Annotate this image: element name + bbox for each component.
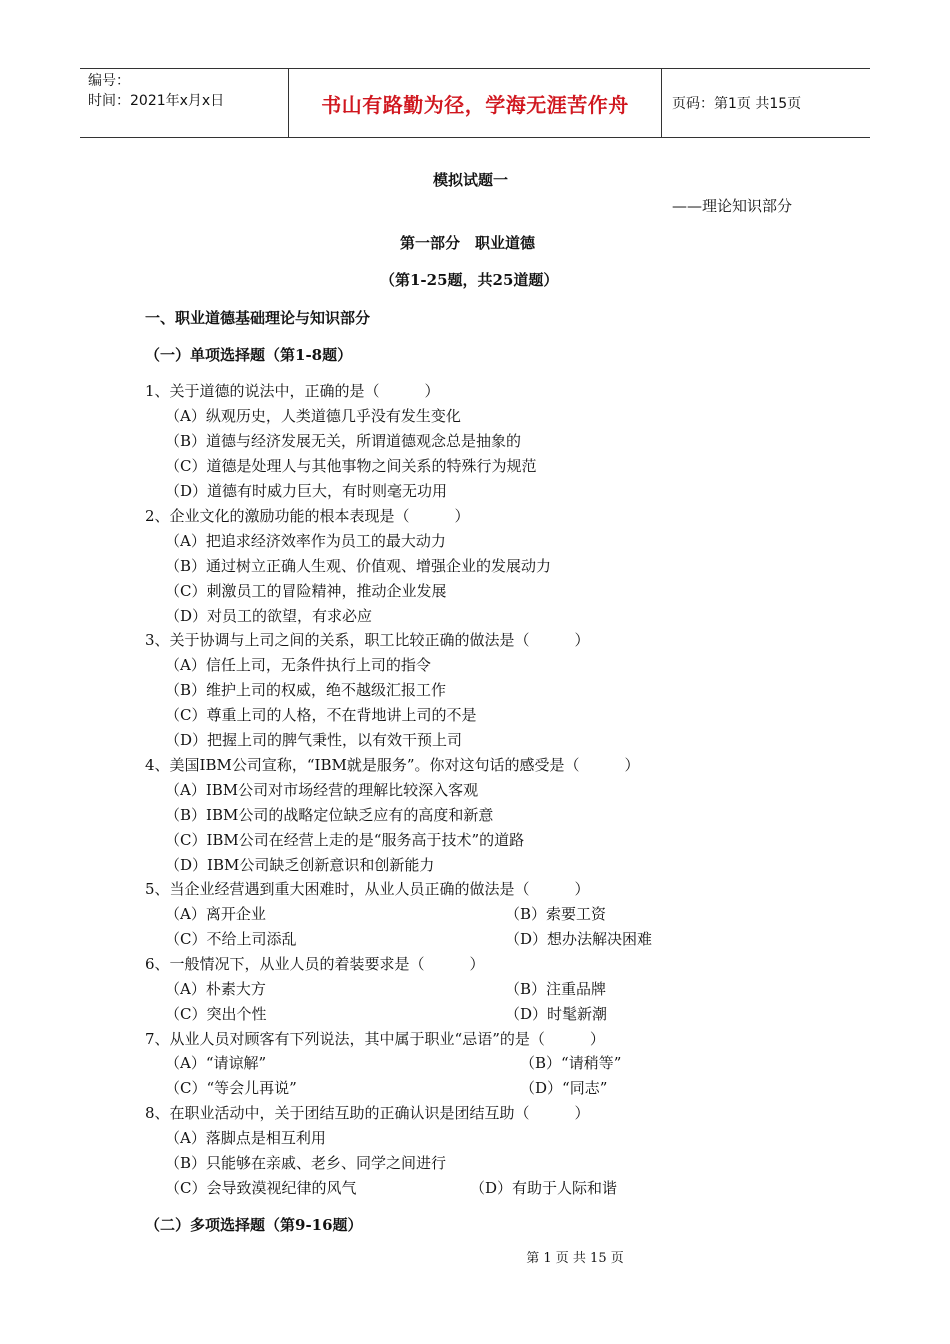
question-stem: 1、关于道德的说法中，正确的是（ ） (145, 382, 440, 400)
option: （A）把追求经济效率作为员工的最大动力 (165, 532, 446, 550)
option: （D）对员工的欲望，有求必应 (165, 607, 373, 625)
question-stem: 3、关于协调与上司之间的关系，职工比较正确的做法是（ ） (145, 631, 590, 649)
option: （A）朴素大方 (165, 980, 266, 998)
option: （D）把握上司的脾气秉性，以有效干预上司 (165, 731, 463, 749)
part-range: （第1-25题，共25道题） (380, 271, 559, 289)
option: （C）IBM公司在经营上走的是“服务高于技术”的道路 (165, 831, 525, 849)
option: （C）道德是处理人与其他事物之间关系的特殊行为规范 (165, 457, 537, 475)
page-footer (0, 1247, 950, 1266)
option: （B）索要工资 (505, 905, 607, 923)
date-label: 时间：2021年x月x日 (88, 93, 225, 109)
doc-title: 模拟试题一 (433, 171, 509, 189)
question-stem: 4、美国IBM公司宣称，“IBM就是服务”。你对这句话的感受是（ ） (145, 756, 640, 774)
option: （C）“等会儿再说” (165, 1079, 297, 1097)
question-stem: 5、当企业经营遇到重大困难时，从业人员正确的做法是（ ） (145, 880, 590, 898)
footer-page-number: 第 1 页 共 15 页 (526, 1251, 624, 1266)
option: （C）尊重上司的人格，不在背地讲上司的不是 (165, 706, 477, 724)
option: （B）“请稍等” (520, 1054, 622, 1072)
option: （D）有助于人际和谐 (470, 1179, 618, 1197)
option: （C）会导致漠视纪律的风气 (165, 1179, 357, 1197)
option: （B）只能够在亲戚、老乡、同学之间进行 (165, 1154, 447, 1172)
option: （A）“请谅解” (165, 1054, 267, 1072)
question-stem: 6、一般情况下，从业人员的着装要求是（ ） (145, 955, 485, 973)
option: （A）落脚点是相互利用 (165, 1129, 326, 1147)
section-heading: 一、职业道德基础理论与知识部分 (145, 309, 371, 327)
option: （D）想办法解决困难 (505, 930, 653, 948)
code-label: 编号： (88, 73, 130, 89)
subsection-multiple-choice: （二）多项选择题（第9-16题） (145, 1216, 363, 1234)
option: （B）IBM公司的战略定位缺乏应有的高度和新意 (165, 806, 494, 824)
part-title: 第一部分 职业道德 (400, 234, 536, 252)
option: （A）纵观历史，人类道德几乎没有发生变化 (165, 407, 461, 425)
question-stem: 7、从业人员对顾客有下列说法，其中属于职业“忌语”的是（ ） (145, 1030, 605, 1048)
doc-subtitle: ——理论知识部分 (672, 197, 793, 215)
option: （D）时髦新潮 (505, 1005, 608, 1023)
option: （D）道德有时威力巨大，有时则毫无功用 (165, 482, 448, 500)
option: （B）通过树立正确人生观、价值观、增强企业的发展动力 (165, 557, 552, 575)
option: （A）信任上司，无条件执行上司的指令 (165, 656, 431, 674)
header-motto: 书山有路勤为径，学海无涯苦作舟 (321, 92, 629, 117)
question-stem: 2、企业文化的激励功能的根本表现是（ ） (145, 507, 470, 525)
subsection-single-choice: （一）单项选择题（第1-8题） (145, 346, 353, 364)
option: （C）突出个性 (165, 1005, 267, 1023)
page-header (80, 68, 870, 138)
option: （C）刺激员工的冒险精神，推动企业发展 (165, 582, 447, 600)
option: （D）“同志” (520, 1079, 608, 1097)
option: （B）注重品牌 (505, 980, 607, 998)
option: （B）道德与经济发展无关，所谓道德观念总是抽象的 (165, 432, 522, 450)
header-motto-cell (289, 69, 662, 137)
question-stem: 8、在职业活动中，关于团结互助的正确认识是团结互助（ ） (145, 1104, 590, 1122)
header-page-info: 页码：第1页 共15页 (672, 96, 802, 112)
option: （C）不给上司添乱 (165, 930, 297, 948)
option: （D）IBM公司缺乏创新意识和创新能力 (165, 856, 435, 874)
header-meta (80, 69, 289, 137)
option: （A）IBM公司对市场经营的理解比较深入客观 (165, 781, 479, 799)
option: （B）维护上司的权威，绝不越级汇报工作 (165, 681, 447, 699)
option: （A）离开企业 (165, 905, 266, 923)
